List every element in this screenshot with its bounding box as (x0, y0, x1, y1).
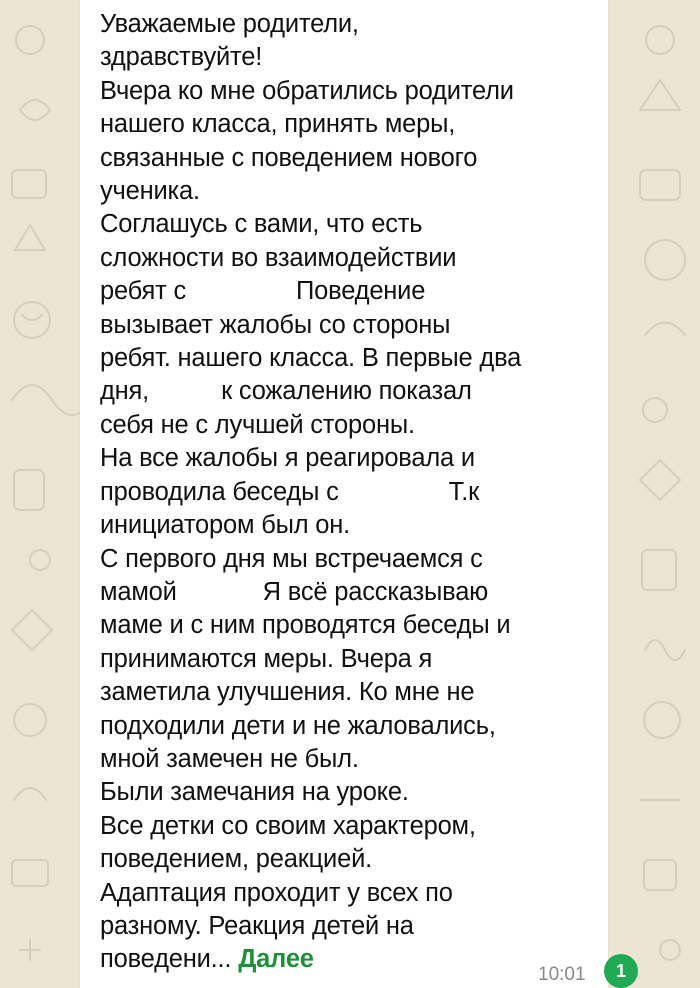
message-line: заметила улучшения. Ко мне не (100, 678, 475, 707)
message-line: себя не с лучшей стороны. (100, 410, 415, 439)
message-line (100, 375, 600, 408)
message-line: маме и с ним проводятся беседы и (100, 611, 511, 640)
message-line: С первого дня мы встречаемся с (100, 544, 483, 573)
unread-count-badge[interactable]: 1 (604, 954, 638, 988)
message-line: инициатором был он. (100, 511, 351, 540)
message-line: подходили дети и не жаловались, (100, 711, 496, 740)
message-fragment: поведени... (100, 945, 232, 974)
message-fragment: Поведение (296, 277, 426, 306)
message-line: сложности во взаимодействии (100, 243, 457, 272)
message-line: ребят. нашего класса. В первые два (100, 344, 522, 373)
message-line: Были замечания на уроке. (100, 778, 409, 807)
message-line: Вчера ко мне обратились родители (100, 76, 514, 105)
message-fragment: мамой (100, 577, 177, 606)
message-line: Соглашусь с вами, что есть (100, 210, 423, 239)
message-line: мной замечен не был. (100, 744, 359, 773)
message-line: ученика. (100, 177, 200, 206)
redacted-name (149, 377, 221, 403)
message-fragment: к сожалению показал (221, 377, 472, 406)
message-line: разному. Реакция детей на (100, 911, 414, 940)
message-fragment: Т.к (448, 477, 480, 506)
message-line: Уважаемые родители, (100, 10, 359, 38)
read-more-link[interactable]: Далее (238, 945, 314, 974)
message-line (100, 275, 600, 308)
message-line: связанные с поведением нового (100, 143, 478, 172)
message-line: поведением, реакцией. (100, 845, 373, 874)
message-line: здравствуйте! (100, 43, 263, 72)
message-line (100, 943, 600, 976)
message-line: принимаются меры. Вчера я (100, 644, 433, 673)
message-line: вызывает жалобы со стороны (100, 310, 451, 339)
redacted-name (339, 478, 449, 504)
message-timestamp: 10:01 (538, 964, 586, 985)
message-line: Адаптация проходит у всех по (100, 878, 453, 907)
message-line: На все жалобы я реагировала и (100, 444, 475, 473)
redacted-name (177, 578, 263, 604)
redacted-name (186, 277, 296, 303)
message-line (100, 476, 600, 509)
message-line: нашего класса, принять меры, (100, 110, 456, 139)
message-fragment: Я всё рассказываю (262, 577, 489, 606)
message-fragment: проводила беседы с (100, 477, 339, 506)
message-fragment: ребят с (100, 277, 187, 306)
message-line (100, 576, 600, 609)
message-text (100, 8, 600, 977)
message-line: Все детки со своим характером, (100, 811, 476, 840)
message-fragment: дня, (100, 377, 150, 406)
